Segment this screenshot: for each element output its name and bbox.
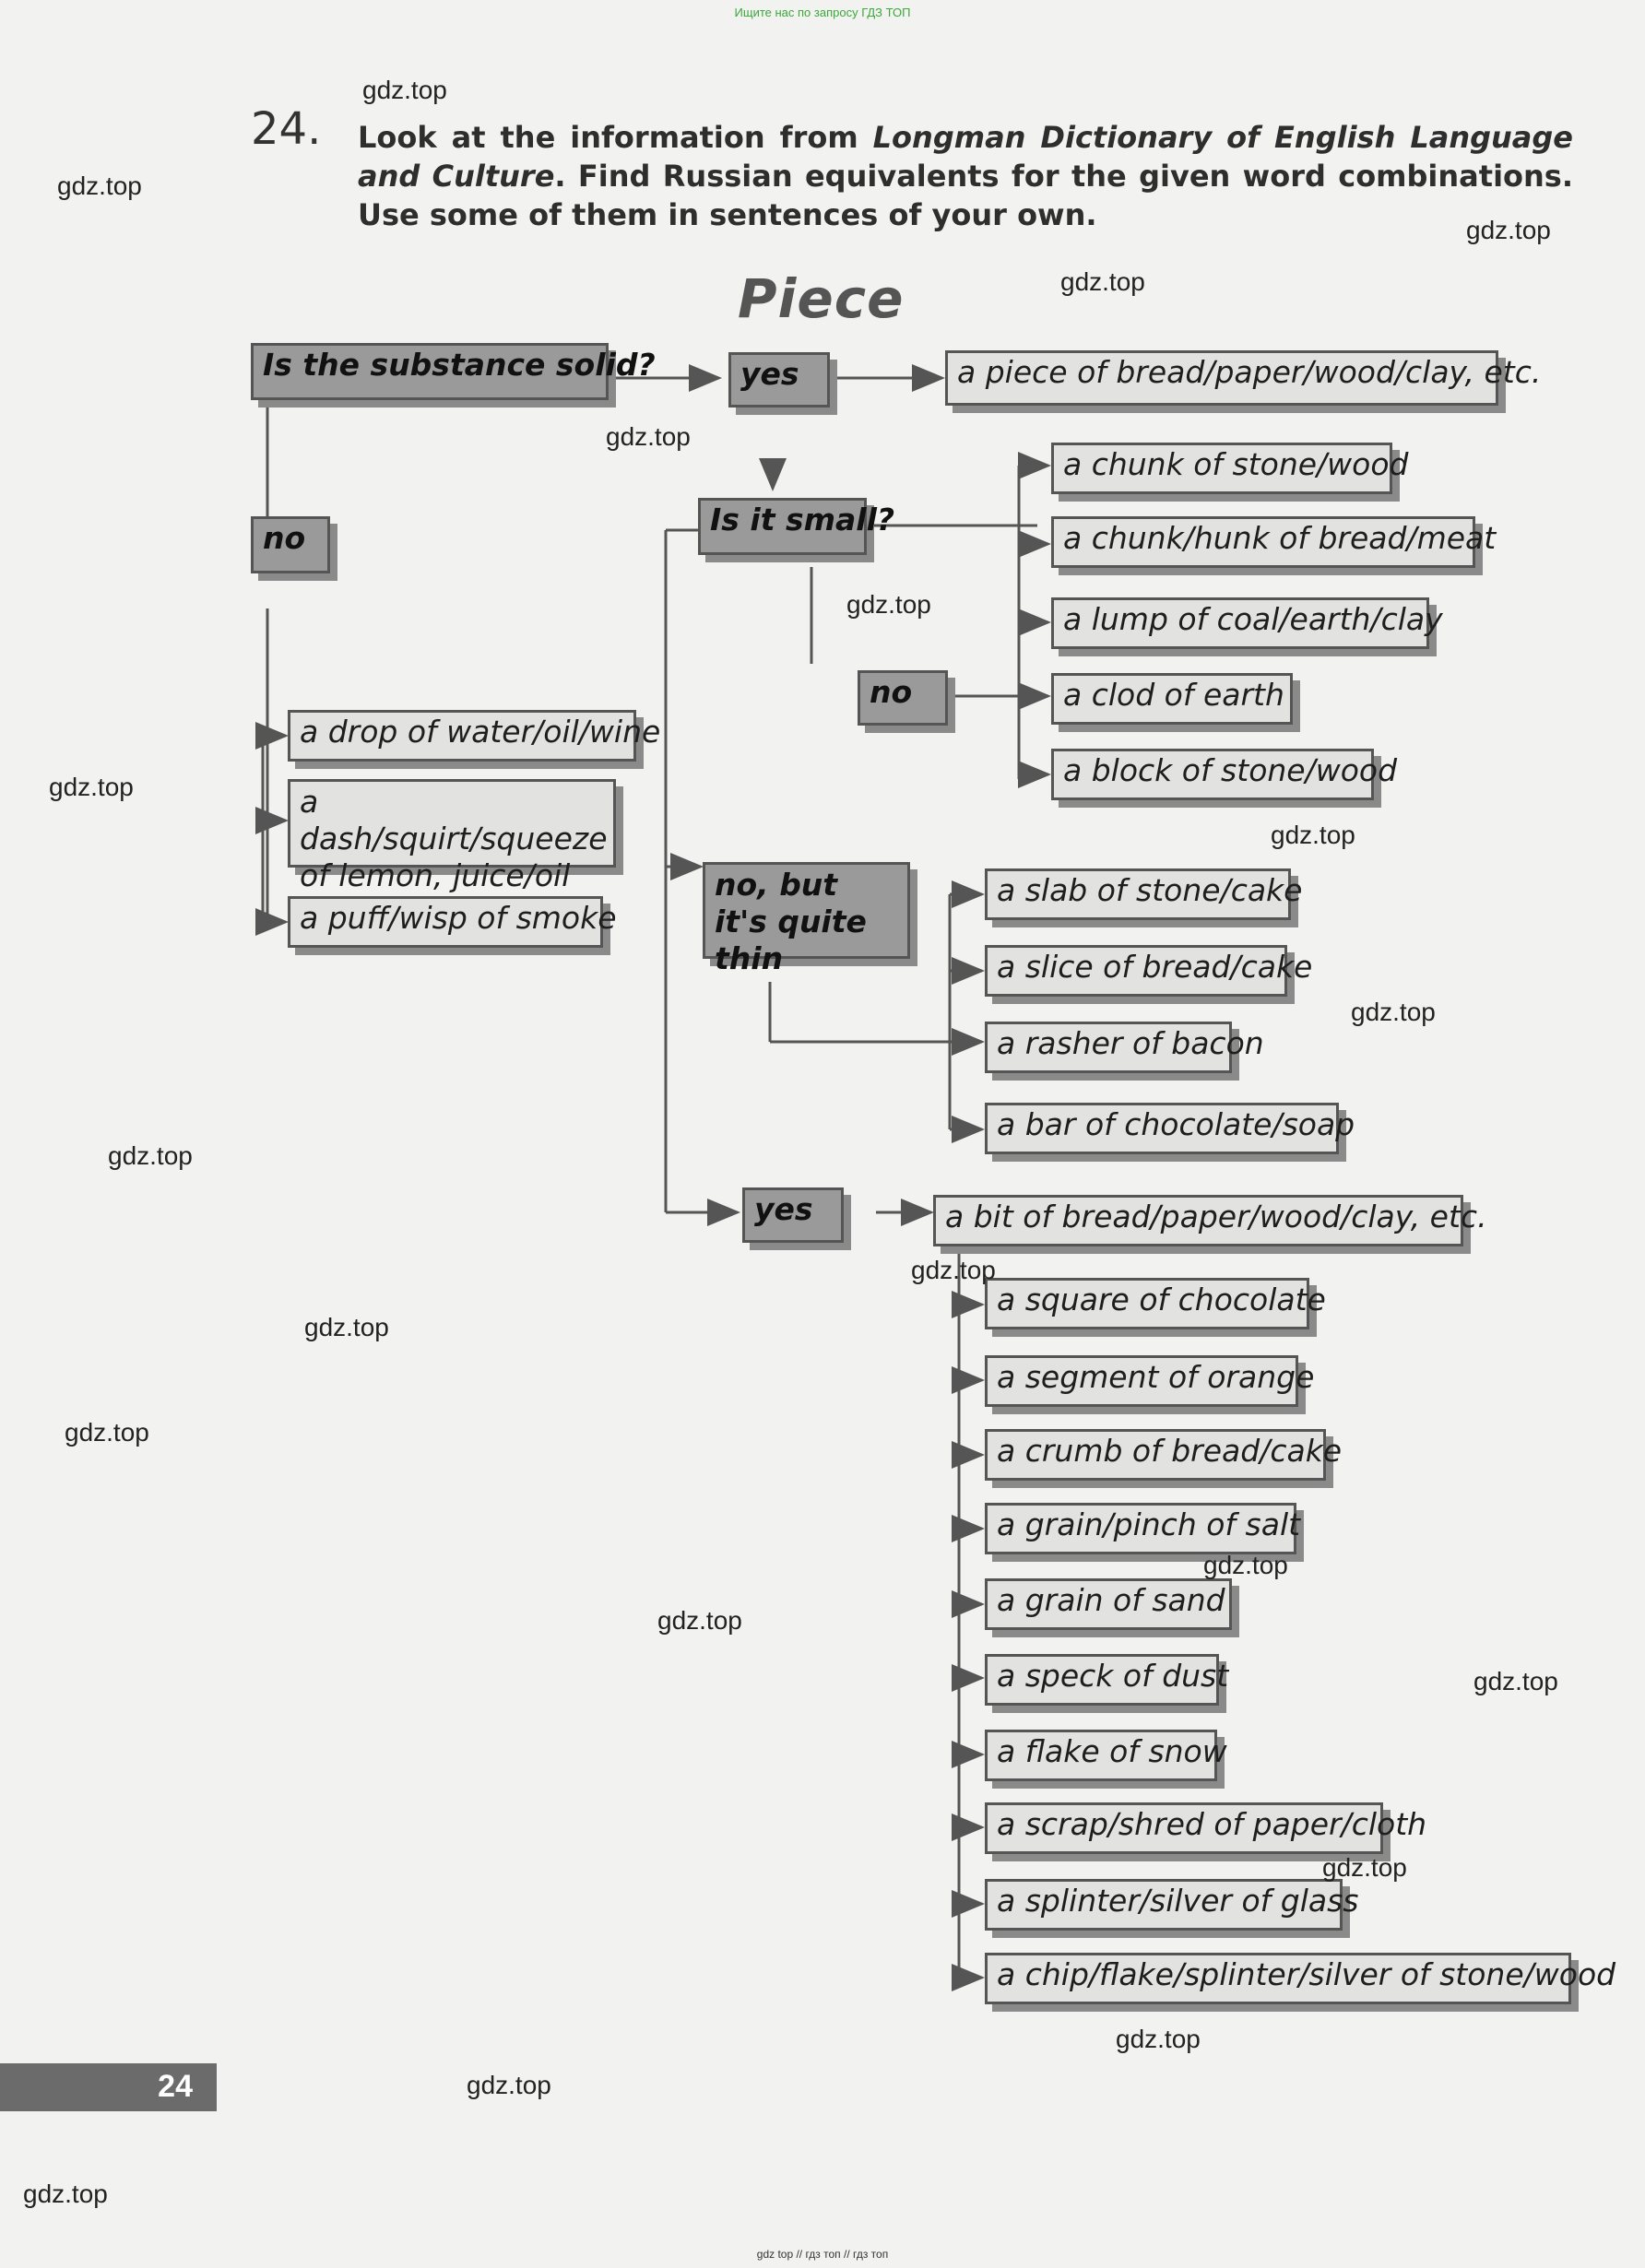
big-item-1: a chunk of stone/wood (1051, 443, 1392, 494)
watermark: gdz.top (304, 1313, 389, 1341)
answer-no-solid: no (251, 516, 330, 573)
watermark: gdz.top (657, 1606, 742, 1635)
big-item-5: a block of stone/wood (1051, 749, 1374, 800)
watermark: gdz.top (1060, 267, 1145, 296)
answer-no-small: no (858, 670, 948, 726)
thin-item-4: a bar of chocolate/soap (985, 1103, 1339, 1154)
thin-item-1: a slab of stone/cake (985, 868, 1291, 920)
big-item-3: a lump of coal/earth/clay (1051, 597, 1429, 649)
exercise-number: 24. (251, 103, 322, 155)
small-item-3: a crumb of bread/cake (985, 1429, 1326, 1481)
instruction-source: Longman Dictionary of English Language and Culture (358, 120, 1574, 194)
answer-yes-small: yes (742, 1187, 844, 1243)
watermark: gdz.top (1466, 216, 1551, 244)
watermark: gdz.top (1322, 1853, 1407, 1882)
small-item-6: a speck of dust (985, 1654, 1219, 1706)
watermark: gdz.top (846, 590, 931, 619)
watermark: gdz.top (467, 2071, 551, 2099)
bottom-banner[interactable]: gdz top // гдз топ // гдз топ (756, 2248, 889, 2261)
watermark: gdz.top (23, 2179, 108, 2208)
watermark: gdz.top (1473, 1667, 1558, 1695)
instruction-post: . Find Russian equivalents for the given word combinations. Use some of them in sentences of your own. (358, 159, 1574, 232)
small-item-9: a splinter/silver of glass (985, 1879, 1343, 1931)
thin-item-3: a rasher of bacon (985, 1022, 1232, 1073)
watermark: gdz.top (911, 1256, 996, 1284)
question-small: Is it small? (698, 498, 867, 555)
small-item-2: a segment of orange (985, 1355, 1298, 1407)
page-number-bar (0, 2063, 217, 2111)
watermark: gdz.top (1203, 1551, 1288, 1579)
bit-item: a bit of bread/paper/wood/clay, etc. (933, 1195, 1463, 1246)
big-item-4: a clod of earth (1051, 673, 1293, 725)
watermark: gdz.top (362, 76, 447, 104)
watermark: gdz.top (1351, 998, 1436, 1026)
top-banner[interactable]: Ищите нас по запросу ГДЗ ТОП (734, 6, 911, 19)
watermark: gdz.top (57, 171, 142, 200)
piece-item: a piece of bread/paper/wood/clay, etc. (945, 350, 1498, 406)
question-solid: Is the substance solid? (251, 343, 609, 400)
liquid-item-3: a puff/wisp of smoke (288, 896, 603, 948)
liquid-item-1: a drop of water/oil/wine (288, 710, 636, 762)
big-item-2: a chunk/hunk of bread/meat (1051, 516, 1475, 568)
page-number: 24 (158, 2069, 193, 2104)
thin-item-2: a slice of bread/cake (985, 945, 1287, 997)
small-item-1: a square of chocolate (985, 1278, 1309, 1329)
watermark: gdz.top (1116, 2025, 1201, 2053)
diagram-title: Piece (738, 267, 905, 330)
watermark: gdz.top (65, 1418, 149, 1447)
answer-yes-solid: yes (728, 352, 830, 408)
liquid-item-2: a dash/squirt/squeeze of lemon, juice/oil (288, 779, 616, 868)
small-item-4: a grain/pinch of salt (985, 1503, 1296, 1554)
watermark: gdz.top (108, 1141, 193, 1170)
small-item-5: a grain of sand (985, 1578, 1232, 1630)
watermark: gdz.top (1271, 821, 1355, 849)
answer-no-thin: no, but it's quite thin (703, 862, 910, 959)
small-item-10: a chip/flake/splinter/silver of stone/wood (985, 1953, 1571, 2004)
watermark: gdz.top (49, 773, 134, 801)
small-item-8: a scrap/shred of paper/cloth (985, 1802, 1383, 1854)
instruction-pre: Look at the information from (358, 120, 873, 155)
small-item-7: a flake of snow (985, 1730, 1217, 1781)
watermark: gdz.top (606, 422, 691, 451)
